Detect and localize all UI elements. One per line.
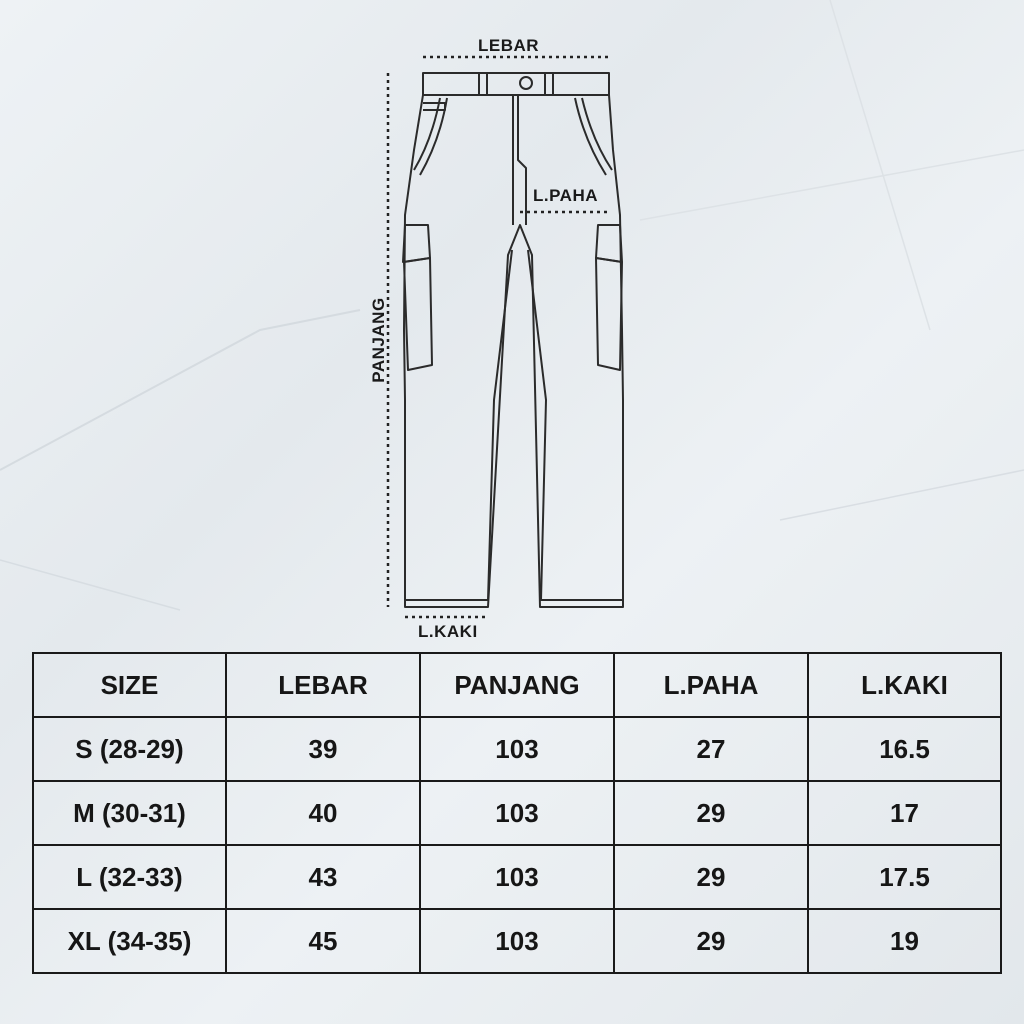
- cell-lebar: 45: [226, 909, 420, 973]
- header-size: SIZE: [33, 653, 226, 717]
- cell-size: S (28-29): [33, 717, 226, 781]
- cell-lpaha: 27: [614, 717, 808, 781]
- table-row: [33, 717, 1001, 781]
- cell-lpaha: 29: [614, 781, 808, 845]
- cell-lebar: 43: [226, 845, 420, 909]
- cell-panjang: 103: [420, 781, 614, 845]
- cell-lebar: 40: [226, 781, 420, 845]
- table-row: [33, 845, 1001, 909]
- table-row: [33, 781, 1001, 845]
- label-lkaki: L.KAKI: [418, 622, 478, 641]
- header-lkaki: L.KAKI: [808, 653, 1001, 717]
- label-lebar: LEBAR: [478, 36, 540, 55]
- cell-size: M (30-31): [33, 781, 226, 845]
- header-lpaha: L.PAHA: [614, 653, 808, 717]
- cell-lebar: 39: [226, 717, 420, 781]
- cell-panjang: 103: [420, 909, 614, 973]
- cell-lpaha: 29: [614, 845, 808, 909]
- cell-lkaki: 17: [808, 781, 1001, 845]
- header-lebar: LEBAR: [226, 653, 420, 717]
- cell-lkaki: 17.5: [808, 845, 1001, 909]
- cell-lkaki: 16.5: [808, 717, 1001, 781]
- cell-size: XL (34-35): [33, 909, 226, 973]
- header-panjang: PANJANG: [420, 653, 614, 717]
- cell-panjang: 103: [420, 845, 614, 909]
- size-chart-table: [32, 652, 1002, 974]
- cell-lkaki: 19: [808, 909, 1001, 973]
- table-header-row: [33, 653, 1001, 717]
- label-panjang: PANJANG: [369, 297, 388, 383]
- cell-size: L (32-33): [33, 845, 226, 909]
- cell-lpaha: 29: [614, 909, 808, 973]
- label-lpaha: L.PAHA: [533, 186, 599, 205]
- table-row: [33, 909, 1001, 973]
- cell-panjang: 103: [420, 717, 614, 781]
